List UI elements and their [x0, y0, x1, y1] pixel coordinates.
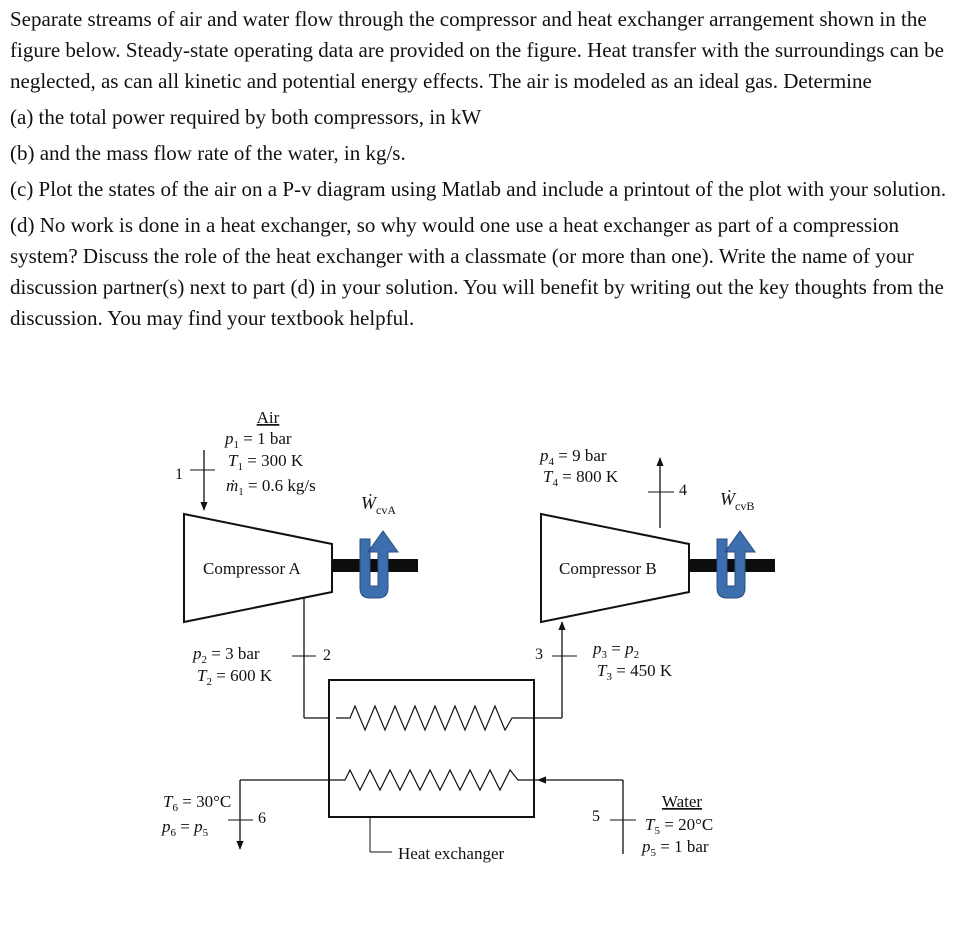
svg-text:p5 = 1 bar: $p_5 = 1$ bar — [642, 837, 709, 859]
state-4-number: 4 — [679, 482, 687, 499]
part-b: (b) and the mass flow rate of the water, in kg/s. — [10, 141, 406, 165]
state-4-data — [539, 446, 619, 489]
svg-text:T1 = 300 K: $T_1 = 300$ K — [228, 451, 304, 473]
svg-text:T5 = 20°C: $T_5 = 20^\circ C$ — [645, 815, 714, 837]
compressor-a-shaft — [332, 559, 418, 572]
state-4-pressure: 9 bar — [572, 446, 607, 465]
part-c: (c) Plot the states of the air on a P-v diagram using Matlab and include a printout of the plot with your solution. — [10, 177, 947, 201]
svg-text:p6 = p5: $p_6 = p_5$ — [162, 817, 209, 839]
svg-text:T6 = 30°C: $T_6 = 30^\circ C$ — [163, 792, 232, 814]
compressor-a-label: Compressor A — [203, 559, 301, 578]
state-1-number: 1 — [175, 466, 183, 483]
state-2-pressure: 3 bar — [225, 644, 260, 663]
state-5-pressure: 1 bar — [674, 837, 709, 856]
air-label: Air — [256, 408, 280, 427]
heat-exchanger — [329, 680, 534, 817]
svg-text:p2 = 3 bar: $p_2 = 3$ bar — [193, 644, 260, 666]
state-1-pressure: 1 bar — [257, 429, 292, 448]
compressor-b-label: Compressor B — [559, 559, 657, 578]
state-1-temperature: 300 K — [261, 451, 304, 470]
problem-statement — [10, 4, 960, 334]
system-diagram — [0, 400, 968, 940]
state-1-mass-flow: 0.6 kg/s — [261, 476, 316, 495]
state-1-data — [224, 408, 316, 498]
state-3-data — [592, 639, 673, 683]
state-5-data — [641, 792, 713, 859]
state-3-number: 3 — [535, 646, 543, 663]
svg-text:p3 = p2: $p_3 = p_2$ — [593, 639, 640, 661]
water-label: Water — [661, 792, 703, 811]
part-d: (d) No work is done in a heat exchanger, so why would one use a heat exchanger as part of a compression system? Discuss the role of the heat exchanger with a classmate (or more than one). Write the name of your discussion partner(s) next to part (d) in your solution. You will benefit by writing out the key thoughts from the discussion. You may find your textbook helpful. — [10, 213, 944, 330]
heat-exchanger-label: Heat exchanger — [398, 844, 505, 863]
state-6-data — [161, 792, 231, 839]
work-b-label: Ẇ$_{cvB}$ — [720, 489, 755, 513]
svg-text:ṁ1 = 0.6 kg/s: ṁ$_1$ = 0.6 kg/s — [226, 476, 316, 498]
svg-text:T2 = 600 K: $T_2 = 600$ K — [197, 666, 273, 688]
svg-text:T3 = 450 K: $T_3 = 450$ K — [597, 661, 673, 683]
state-3-pressure: p — [625, 639, 634, 658]
state-2-temperature: 600 K — [230, 666, 273, 685]
state-3-temperature: 450 K — [630, 661, 673, 680]
problem-intro: Separate streams of air and water flow through the compressor and heat exchanger arrangement shown in the figure below. Steady-state operating data are provided on the figure. Heat transfer with the surroundings can be neglected, as can all kinetic and potential energy effects. The air is modeled as an ideal gas. Determine — [10, 7, 944, 93]
state-6-pressure: p — [194, 817, 203, 836]
svg-text:p4 = 9 bar: $p_4 = 9$ bar — [540, 446, 607, 468]
svg-text:p1 = 1 bar: $p_1 = 1$ bar — [225, 429, 292, 451]
svg-text:T4 = 800 K: $T_4 = 800$ K — [543, 467, 619, 489]
state-6-temperature: 30°C — [196, 792, 232, 811]
state-6-number: 6 — [258, 810, 266, 827]
work-a-label: Ẇ$_{cvA}$ — [361, 493, 396, 517]
state-5-number: 5 — [592, 808, 600, 825]
state-5-temperature: 20°C — [678, 815, 714, 834]
state-2-data — [192, 644, 273, 688]
state-2-number: 2 — [323, 647, 331, 664]
part-a: (a) the total power required by both compressors, in kW — [10, 105, 482, 129]
compressor-b-shaft — [689, 559, 775, 572]
state-4-temperature: 800 K — [576, 467, 619, 486]
